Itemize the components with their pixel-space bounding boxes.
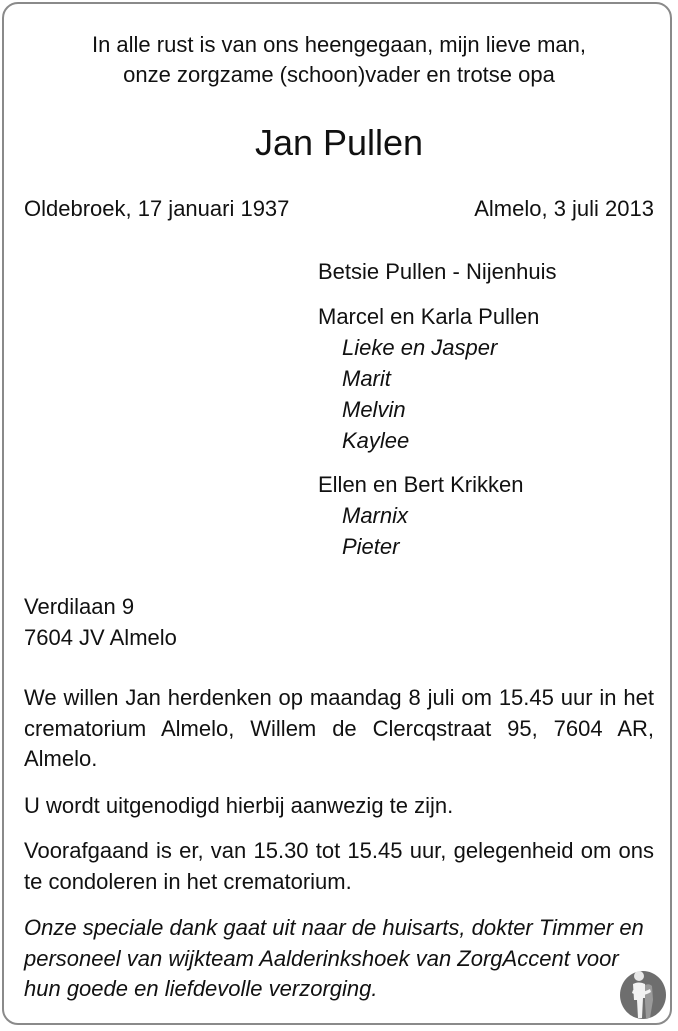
home-address [24,591,177,653]
thanks-text: Onze speciale dank gaat uit naar de huisarts, dokter Timmer en personeel van wijkteam Aalderinkshoek van ZorgAccent voor hun goede en liefdevolle verzorging. [24,915,644,1001]
address-city: 7604 JV Almelo [24,625,177,650]
family-group-1 [318,301,539,456]
family-group-parents: Ellen en Bert Krikken [318,472,524,497]
deceased-name: Jan Pullen [254,122,424,163]
grandchild: Lieke en Jasper [342,335,498,360]
ceremony-text: We willen Jan herdenken op maandag 8 juli om 15.45 uur in het crematorium Almelo, Willem de Clercqstraat 95, 7604 AR, Almelo. [24,685,654,771]
embracing-figures-icon [619,968,667,1020]
condolence-text: Voorafgaand is er, van 15.30 tot 15.45 uur, gelegenheid om ons te condoleren in het crematorium. [24,838,654,894]
grandchild: Melvin [342,397,406,422]
invitation-text: U wordt uitgenodigd hierbij aanwezig te zijn. [24,793,454,818]
grandchild: Marnix [342,503,409,528]
death-place-date: Almelo, 3 juli 2013 [474,196,654,221]
intro-line-1: In alle rust is van ons heengegaan, mijn lieve man, [91,32,587,57]
intro-line-2: onze zorgzame (schoon)vader en trotse opa [123,62,555,87]
family-group-2 [318,469,523,562]
birth-place-date: Oldebroek, 17 januari 1937 [24,196,290,221]
address-street: Verdilaan 9 [24,594,135,619]
spouse-name: Betsie Pullen - Nijenhuis [318,259,557,284]
family-group-parents: Marcel en Karla Pullen [318,304,540,329]
intro-text [0,30,678,90]
grandchild: Kaylee [342,428,410,453]
grandchild: Marit [342,366,391,391]
grandchild: Pieter [342,534,400,559]
